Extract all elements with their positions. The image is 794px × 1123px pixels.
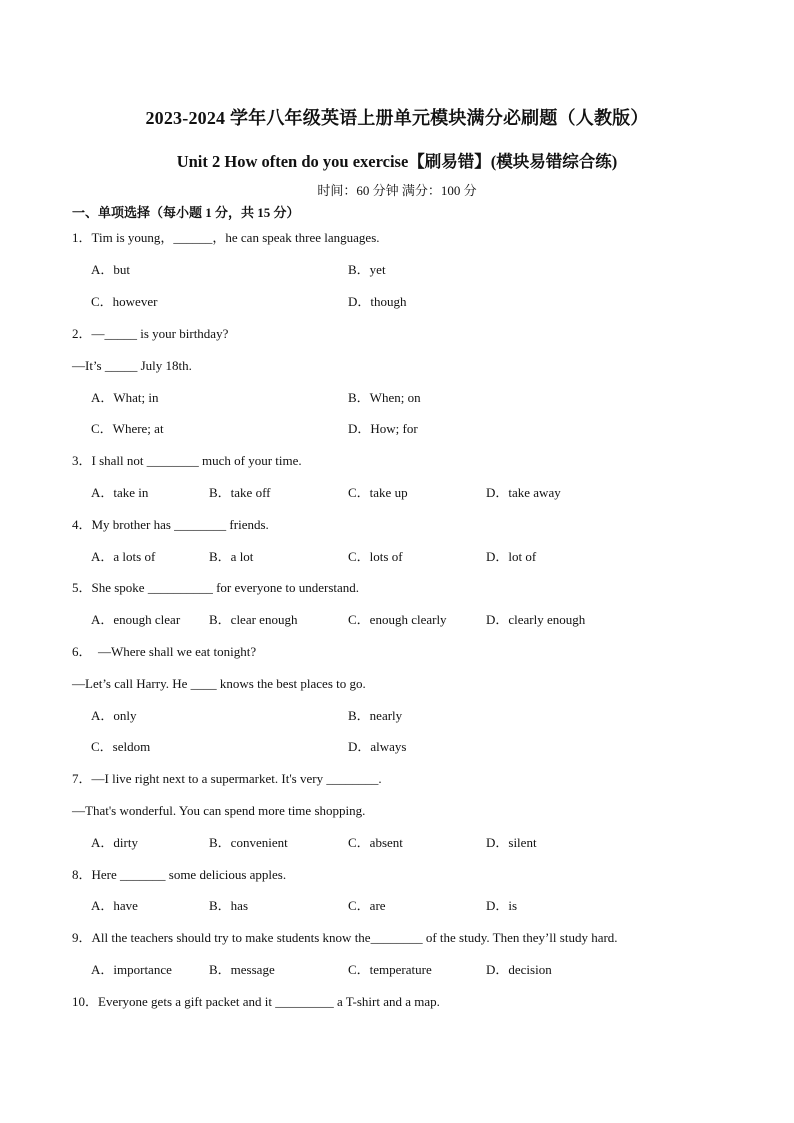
q5-option-d[interactable]: D．clearly enough (486, 612, 586, 627)
q3-option-d[interactable]: D．take away (486, 485, 561, 500)
question-2-stem-reply: —It’s _____ July 18th. (72, 358, 192, 373)
q7-option-c[interactable]: C．absent (348, 835, 403, 850)
question-6-stem-reply: —Let’s call Harry. He ____ knows the best places to go. (72, 676, 366, 691)
q8-option-b[interactable]: B．has (209, 898, 249, 913)
q6-option-c[interactable]: C．seldom (91, 739, 151, 754)
question-8-stem: 8．Here _______ some delicious apples. (72, 867, 287, 882)
question-7-stem-reply: —That's wonderful. You can spend more time shopping. (72, 803, 366, 818)
q1-option-d[interactable]: D．though (348, 294, 407, 309)
q6-option-a[interactable]: A．only (91, 708, 137, 723)
q3-option-b[interactable]: B．take off (209, 485, 271, 500)
q9-option-c[interactable]: C．temperature (348, 962, 432, 977)
time-and-score: 时间：60 分钟 满分：100 分 (317, 183, 477, 198)
q2-option-d[interactable]: D．How; for (348, 421, 418, 436)
q8-option-c[interactable]: C．are (348, 898, 386, 913)
question-4-stem: 4．My brother has ________ friends. (72, 517, 269, 532)
question-7-stem: 7．—I live right next to a supermarket. It's very ________. (72, 771, 382, 786)
question-6-stem: 6． —Where shall we eat tonight? (72, 644, 257, 659)
q4-option-d[interactable]: D．lot of (486, 549, 537, 564)
question-9-stem: 9．All the teachers should try to make students know the________ of the study. Then they’ll study hard. (72, 930, 618, 945)
q4-option-a[interactable]: A．a lots of (91, 549, 156, 564)
q2-option-b[interactable]: B．When; on (348, 390, 421, 405)
q1-option-b[interactable]: B．yet (348, 262, 386, 277)
question-5-stem: 5．She spoke __________ for everyone to understand. (72, 580, 360, 595)
q2-option-c[interactable]: C．Where; at (91, 421, 164, 436)
q5-option-c[interactable]: C．enough clearly (348, 612, 447, 627)
q6-option-b[interactable]: B．nearly (348, 708, 403, 723)
question-2-stem: 2．—_____ is your birthday? (72, 326, 229, 341)
section-heading: 一、单项选择（每小题 1 分，共 15 分） (72, 205, 300, 220)
q7-option-d[interactable]: D．silent (486, 835, 537, 850)
q4-option-b[interactable]: B．a lot (209, 549, 254, 564)
q5-option-a[interactable]: A．enough clear (91, 612, 181, 627)
q3-option-a[interactable]: A．take in (91, 485, 149, 500)
q7-option-b[interactable]: B．convenient (209, 835, 288, 850)
q9-option-b[interactable]: B．message (209, 962, 275, 977)
question-1-stem: 1．Tim is young，______，he can speak three languages. (72, 230, 380, 245)
q8-option-d[interactable]: D．is (486, 898, 518, 913)
page-title: 2023-2024 学年八年级英语上册单元模块满分必刷题（人教版） (145, 108, 649, 128)
question-10-stem: 10．Everyone gets a gift packet and it _________ a T-shirt and a map. (72, 994, 440, 1009)
page-subtitle: Unit 2 How often do you exercise【刷易错】(模块易错综合练) (176, 152, 618, 171)
q9-option-d[interactable]: D．decision (486, 962, 552, 977)
q3-option-c[interactable]: C．take up (348, 485, 408, 500)
q1-option-c[interactable]: C．however (91, 294, 158, 309)
q6-option-d[interactable]: D．always (348, 739, 407, 754)
question-3-stem: 3．I shall not ________ much of your time. (72, 453, 302, 468)
q7-option-a[interactable]: A．dirty (91, 835, 138, 850)
q9-option-a[interactable]: A．importance (91, 962, 172, 977)
q5-option-b[interactable]: B．clear enough (209, 612, 298, 627)
q2-option-a[interactable]: A．What; in (91, 390, 159, 405)
q8-option-a[interactable]: A．have (91, 898, 138, 913)
q1-option-a[interactable]: A．but (91, 262, 131, 277)
q4-option-c[interactable]: C．lots of (348, 549, 403, 564)
